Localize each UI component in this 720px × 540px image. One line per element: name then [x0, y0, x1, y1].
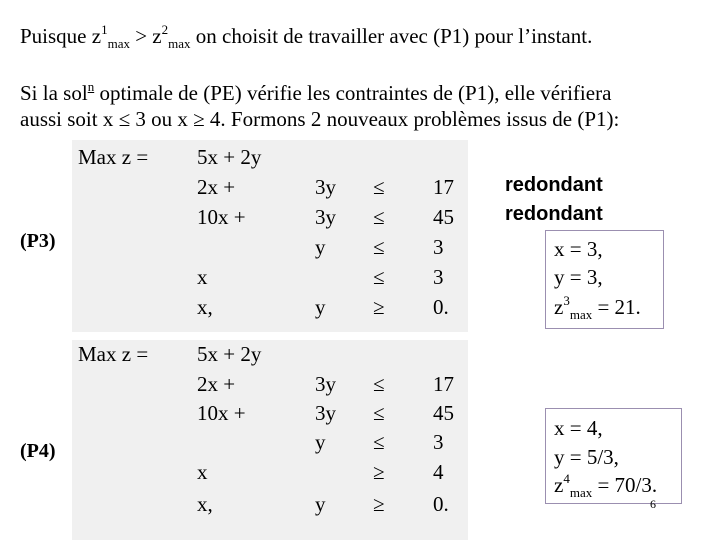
- p4-cell: 45: [433, 401, 454, 425]
- p4-cell: 0.: [433, 492, 449, 516]
- p4-solution-z: $z^4_{max} = 70/3$.: [554, 471, 658, 500]
- p3-cell: 3: [433, 235, 444, 259]
- p3-cell: y: [315, 235, 326, 259]
- p3-solution-y: y = 3,: [554, 265, 603, 289]
- p4-cell: x,: [197, 492, 213, 516]
- p3-note-redondant-1: redondant: [505, 174, 603, 196]
- p3-cell: ≥: [373, 295, 385, 319]
- p3-cell: y: [315, 295, 326, 319]
- p3-cell: 0.: [433, 295, 449, 319]
- intro-line-2: Si la sol$^n$ optimale de (PE) vérifie les contraintes de (P1), elle vérifiera: [20, 79, 612, 105]
- intro-line-1: Puisque $z^1_{max} > z^2_{max}$ on choisit de travailler avec (P1) pour l’instant.: [20, 22, 593, 51]
- p4-solution-y: y = 5/3,: [554, 445, 619, 469]
- p3-solution-z: $z^3_{max} = 21$.: [554, 293, 641, 322]
- p3-cell: x: [197, 265, 208, 289]
- p3-cell: ≤: [373, 175, 385, 199]
- p3-cell: 3y: [315, 205, 336, 229]
- intro-line-3: aussi soit x ≤ 3 ou x ≥ 4. Formons 2 nouveaux problèmes issus de (P1):: [20, 107, 620, 131]
- p4-cell: x: [197, 460, 208, 484]
- p3-solution-box: [545, 230, 664, 329]
- p3-cell: 3: [433, 265, 444, 289]
- p4-cell: 3: [433, 430, 444, 454]
- p4-cell: ≥: [373, 492, 385, 516]
- p4-panel: [72, 340, 468, 540]
- p3-cell: 17: [433, 175, 454, 199]
- p4-cell: 3y: [315, 372, 336, 396]
- p4-cell: 5x + 2y: [197, 342, 262, 366]
- p4-label: (P4): [20, 440, 56, 462]
- p3-cell: x,: [197, 295, 213, 319]
- p4-cell: 10x +: [197, 401, 246, 425]
- p4-cell: y: [315, 492, 326, 516]
- p3-cell: 45: [433, 205, 454, 229]
- p4-cell: 4: [433, 460, 444, 484]
- p3-cell: ≤: [373, 265, 385, 289]
- p4-cell: ≥: [373, 460, 385, 484]
- p3-cell: 5x + 2y: [197, 145, 262, 169]
- p3-solution-x: x = 3,: [554, 237, 603, 261]
- p3-cell: ≤: [373, 205, 385, 229]
- p4-cell: Max z =: [78, 342, 149, 366]
- p4-solution-box: [545, 408, 682, 504]
- p3-note-redondant-2: redondant: [505, 203, 603, 225]
- p3-label: (P3): [20, 230, 56, 252]
- p4-cell: ≤: [373, 372, 385, 396]
- p3-cell: 10x +: [197, 205, 246, 229]
- p4-cell: ≤: [373, 401, 385, 425]
- page-number: 6: [650, 497, 656, 511]
- p4-cell: ≤: [373, 430, 385, 454]
- p3-cell: 3y: [315, 175, 336, 199]
- p4-solution-x: x = 4,: [554, 416, 603, 440]
- p3-cell: 2x +: [197, 175, 236, 199]
- p4-cell: 2x +: [197, 372, 236, 396]
- p4-cell: y: [315, 430, 326, 454]
- p4-cell: 17: [433, 372, 454, 396]
- p3-cell: Max z =: [78, 145, 149, 169]
- p4-cell: 3y: [315, 401, 336, 425]
- p3-cell: ≤: [373, 235, 385, 259]
